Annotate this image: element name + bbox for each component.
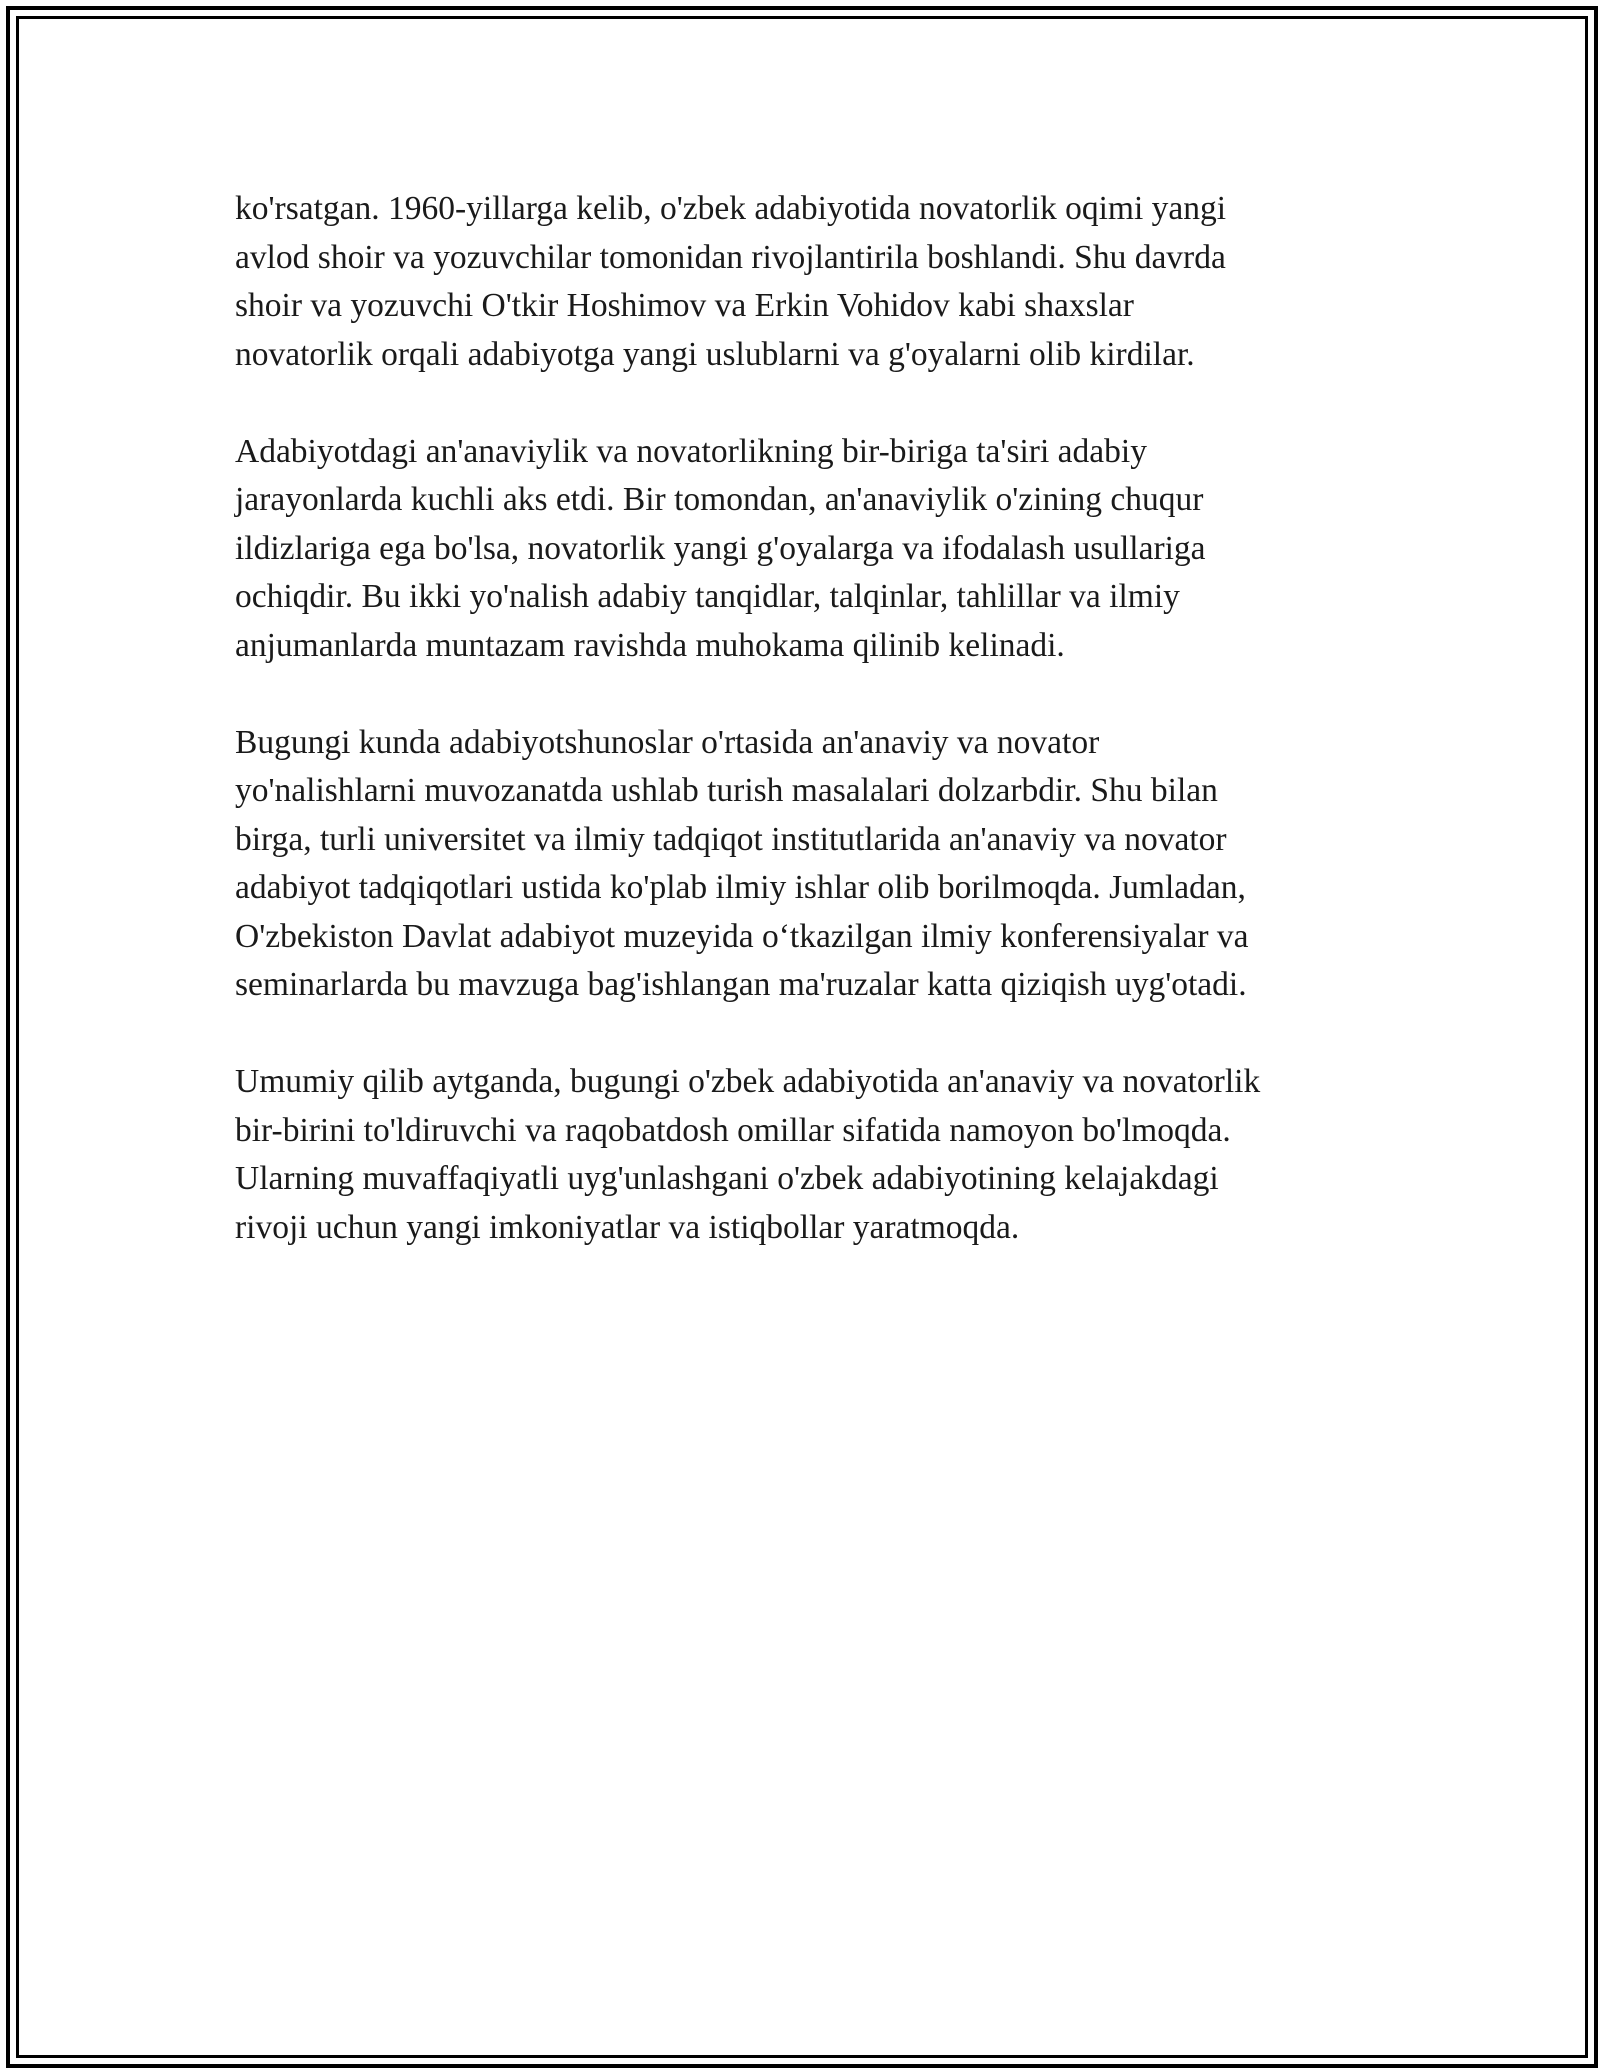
text-line: Umumiy qilib aytganda, bugungi o'zbek adabiyotida an'anaviy va novatorlik (235, 1063, 1261, 1100)
text-line: ildizlariga ega bo'lsa, novatorlik yangi g'oyalarga va ifodalash usullariga (235, 529, 1206, 567)
text-line: anjumanlarda muntazam ravishda muhokama qilinib kelinadi. (235, 626, 1065, 664)
paragraph-4 (235, 1058, 1385, 1252)
text-line: O'zbekiston Davlat adabiyot muzeyida o‘tkazilgan ilmiy konferensiyalar va (235, 917, 1249, 955)
paragraph-2 (235, 428, 1385, 671)
document-body (235, 185, 1385, 1301)
text-line: ochiqdir. Bu ikki yo'nalish adabiy tanqidlar, talqinlar, tahlillar va ilmiy (235, 578, 1180, 615)
text-line: Adabiyotdagi an'anaviylik va novatorlikning bir-biriga ta'siri adabiy (235, 432, 1147, 470)
text-line: yo'nalishlarni muvozanatda ushlab turish masalalari dolzarbdir. Shu bilan (235, 772, 1218, 809)
text-line: bir-birini to'ldiruvchi va raqobatdosh omillar sifatida namoyon bo'lmoqda. (235, 1111, 1231, 1149)
paragraph-3 (235, 719, 1385, 1010)
text-line: birga, turli universitet va ilmiy tadqiqot institutlarida an'anaviy va novator (235, 820, 1227, 858)
text-line: ko'rsatgan. 1960-yillarga kelib, o'zbek adabiyotida novatorlik oqimi yangi (235, 190, 1227, 227)
paragraph-1 (235, 185, 1385, 379)
text-line: Bugungi kunda adabiyotshunoslar o'rtasida an'anaviy va novator (235, 723, 1100, 761)
text-line: Ularning muvaffaqiyatli uyg'unlashgani o'zbek adabiyotining kelajakdagi (235, 1160, 1219, 1197)
text-line: adabiyot tadqiqotlari ustida ko'plab ilmiy ishlar olib borilmoqda. Jumladan, (235, 869, 1246, 906)
text-line: novatorlik orqali adabiyotga yangi uslublarni va g'oyalarni olib kirdilar. (235, 335, 1195, 373)
text-line: avlod shoir va yozuvchilar tomonidan rivojlantirila boshlandi. Shu davrda (235, 238, 1226, 276)
text-line: jarayonlarda kuchli aks etdi. Bir tomondan, an'anaviylik o'zining chuqur (235, 481, 1204, 518)
text-line: shoir va yozuvchi O'tkir Hoshimov va Erkin Vohidov kabi shaxslar (235, 287, 1134, 324)
text-line: rivoji uchun yangi imkoniyatlar va istiqbollar yaratmoqda. (235, 1208, 1020, 1246)
text-line: seminarlarda bu mavzuga bag'ishlangan ma'ruzalar katta qiziqish uyg'otadi. (235, 966, 1247, 1003)
